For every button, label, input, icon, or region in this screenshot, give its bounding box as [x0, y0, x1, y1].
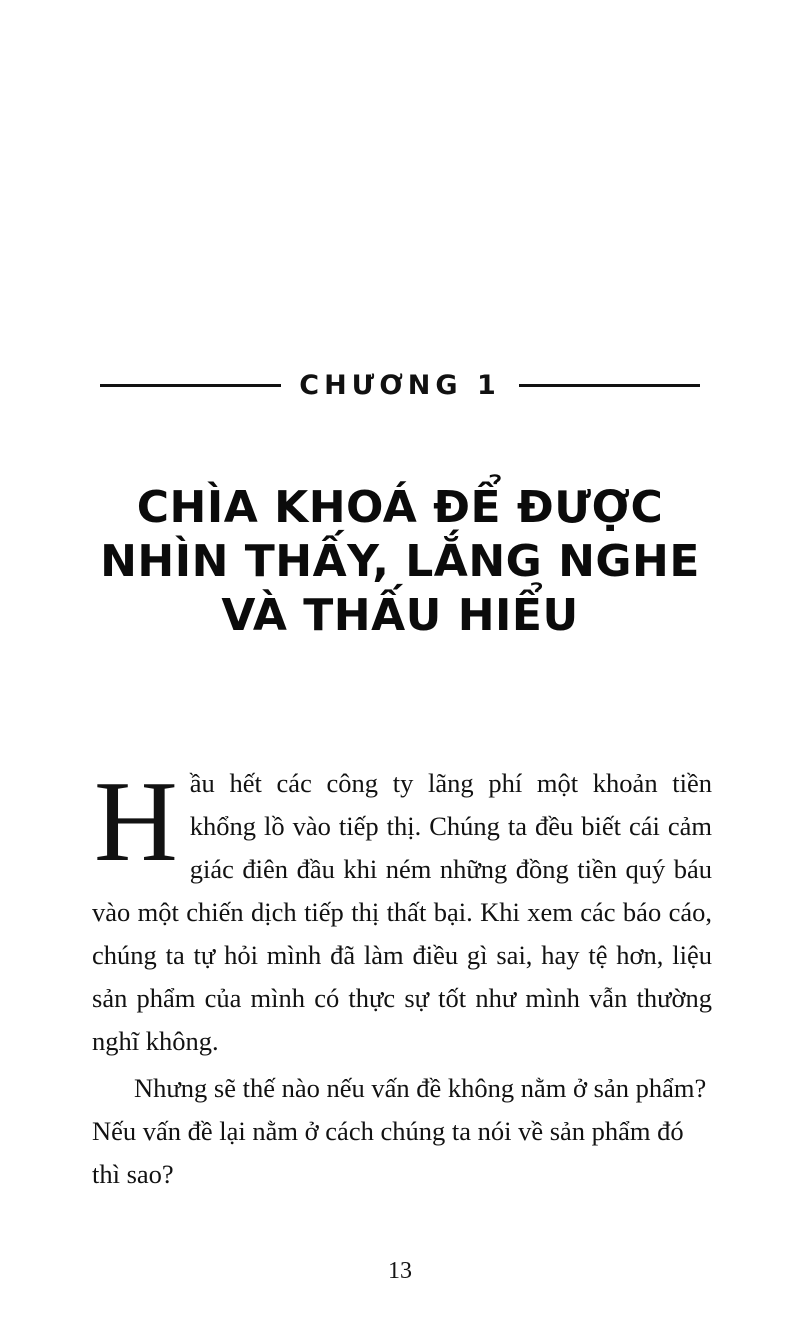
chapter-label: CHƯƠNG 1 [299, 370, 501, 401]
page-number: 13 [388, 1258, 412, 1284]
chapter-label-row [100, 370, 700, 401]
body-text [92, 758, 712, 1196]
chapter-title-line-2: NHÌN THẤY, LẮNG NGHE [100, 536, 700, 588]
rule-right [519, 384, 700, 387]
paragraph-2: Nhưng sẽ thế nào nếu vấn đề không nằm ở sản phẩm? Nếu vấn đề lại nằm ở cách chúng ta nói về sản phẩm đó thì sao? [92, 1073, 707, 1189]
chapter-title-line-3: VÀ THẤU HIỂU [221, 589, 579, 641]
chapter-title-line-1: CHÌA KHOÁ ĐỂ ĐƯỢC [136, 482, 664, 534]
rule-left [100, 384, 281, 387]
chapter-title [80, 481, 720, 642]
paragraph-1: Hầu hết các công ty lãng phí một khoản tiền khổng lồ vào tiếp thị. Chúng ta đều biết cái cảm giác điên đầu khi ném những đồng tiền quý báu vào một chiến dịch tiếp thị thất bại. Khi xem các báo cáo, chúng ta tự hỏi mình đã làm điều gì sai, hay tệ hơn, liệu sản phẩm của mình có thực sự tốt như mình vẫn thường nghĩ không. [92, 758, 712, 1056]
